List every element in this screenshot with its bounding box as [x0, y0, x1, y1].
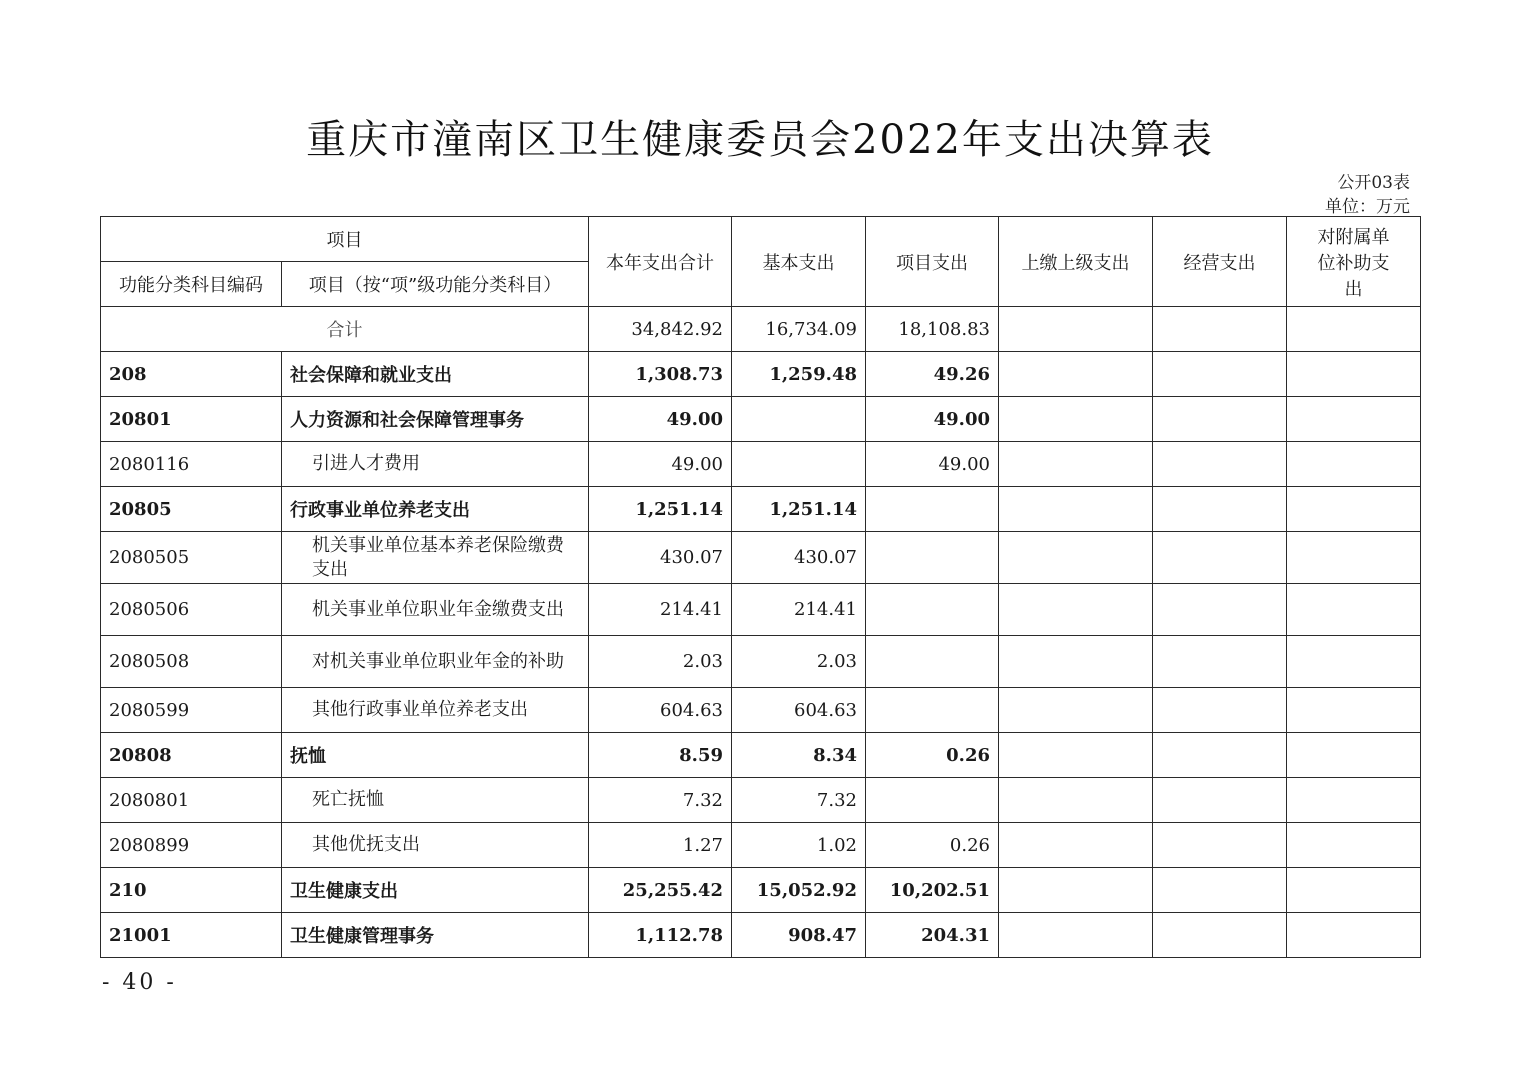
- row-total: 1,112.78: [589, 913, 732, 958]
- row-business: [1153, 352, 1287, 397]
- row-total: 7.32: [589, 778, 732, 823]
- header-upper-payment: 上缴上级支出: [999, 217, 1153, 307]
- row-name: 引进人才费用: [282, 442, 589, 487]
- row-upper: [999, 636, 1153, 688]
- row-name: 人力资源和社会保障管理事务: [282, 397, 589, 442]
- row-name: 死亡抚恤: [282, 778, 589, 823]
- total-row: [101, 307, 1421, 352]
- header-project-expenditure: 项目支出: [866, 217, 999, 307]
- row-upper: [999, 868, 1153, 913]
- row-basic: 7.32: [732, 778, 866, 823]
- table-row: [101, 487, 1421, 532]
- row-code: 208: [101, 352, 282, 397]
- row-business: [1153, 913, 1287, 958]
- row-upper: [999, 823, 1153, 868]
- row-basic: 908.47: [732, 913, 866, 958]
- row-upper: [999, 442, 1153, 487]
- header-project: 项目: [101, 217, 589, 262]
- total-cell-project: 18,108.83: [866, 307, 999, 352]
- row-subsidy: [1287, 913, 1421, 958]
- header-business: 经营支出: [1153, 217, 1287, 307]
- row-name: 卫生健康管理事务: [282, 913, 589, 958]
- row-total: 1,251.14: [589, 487, 732, 532]
- table-row: [101, 868, 1421, 913]
- row-upper: [999, 352, 1153, 397]
- row-code: 2080505: [101, 532, 282, 584]
- row-name: 卫生健康支出: [282, 868, 589, 913]
- row-business: [1153, 636, 1287, 688]
- row-project-exp: 49.26: [866, 352, 999, 397]
- row-upper: [999, 532, 1153, 584]
- row-project-exp: [866, 688, 999, 733]
- row-subsidy: [1287, 442, 1421, 487]
- table-row: [101, 636, 1421, 688]
- header-basic: 基本支出: [732, 217, 866, 307]
- row-upper: [999, 688, 1153, 733]
- row-total: 604.63: [589, 688, 732, 733]
- row-upper: [999, 584, 1153, 636]
- table-row: [101, 532, 1421, 584]
- row-name: 社会保障和就业支出: [282, 352, 589, 397]
- row-business: [1153, 688, 1287, 733]
- form-number: 公开03表: [1337, 173, 1410, 193]
- row-subsidy: [1287, 532, 1421, 584]
- row-business: [1153, 397, 1287, 442]
- row-business: [1153, 868, 1287, 913]
- page-number: - 40 -: [102, 970, 177, 995]
- row-total: 49.00: [589, 442, 732, 487]
- row-subsidy: [1287, 397, 1421, 442]
- row-total: 49.00: [589, 397, 732, 442]
- row-business: [1153, 442, 1287, 487]
- unit-label: 单位：万元: [1325, 197, 1410, 217]
- row-total: 25,255.42: [589, 868, 732, 913]
- row-subsidy: [1287, 636, 1421, 688]
- row-basic: 1,259.48: [732, 352, 866, 397]
- row-basic: 2.03: [732, 636, 866, 688]
- row-project-exp: 10,202.51: [866, 868, 999, 913]
- row-business: [1153, 532, 1287, 584]
- table-row: [101, 397, 1421, 442]
- row-total: 1.27: [589, 823, 732, 868]
- row-total: 1,308.73: [589, 352, 732, 397]
- row-code: 2080599: [101, 688, 282, 733]
- row-upper: [999, 913, 1153, 958]
- row-subsidy: [1287, 823, 1421, 868]
- total-cell-subsidy: [1287, 307, 1421, 352]
- row-name: 其他优抚支出: [282, 823, 589, 868]
- row-name: 机关事业单位职业年金缴费支出: [282, 584, 589, 636]
- row-code: 2080116: [101, 442, 282, 487]
- row-basic: 1.02: [732, 823, 866, 868]
- header-code: 功能分类科目编码: [101, 262, 282, 307]
- row-subsidy: [1287, 733, 1421, 778]
- row-project-exp: 0.26: [866, 733, 999, 778]
- row-code: 210: [101, 868, 282, 913]
- row-basic: 430.07: [732, 532, 866, 584]
- row-basic: 8.34: [732, 733, 866, 778]
- table-row: [101, 913, 1421, 958]
- row-total: 8.59: [589, 733, 732, 778]
- table-row: [101, 778, 1421, 823]
- row-basic: 1,251.14: [732, 487, 866, 532]
- row-business: [1153, 584, 1287, 636]
- row-code: 20808: [101, 733, 282, 778]
- row-project-exp: 49.00: [866, 442, 999, 487]
- total-cell-total: 34,842.92: [589, 307, 732, 352]
- row-business: [1153, 733, 1287, 778]
- row-upper: [999, 733, 1153, 778]
- row-basic: 15,052.92: [732, 868, 866, 913]
- total-label: 合计: [101, 307, 589, 352]
- table-row: [101, 442, 1421, 487]
- row-business: [1153, 487, 1287, 532]
- row-code: 2080801: [101, 778, 282, 823]
- row-code: 2080508: [101, 636, 282, 688]
- row-upper: [999, 487, 1153, 532]
- row-basic: 214.41: [732, 584, 866, 636]
- row-name: 对机关事业单位职业年金的补助: [282, 636, 589, 688]
- row-code: 20805: [101, 487, 282, 532]
- row-name: 行政事业单位养老支出: [282, 487, 589, 532]
- table-row: [101, 688, 1421, 733]
- row-upper: [999, 778, 1153, 823]
- row-business: [1153, 778, 1287, 823]
- table-row: [101, 352, 1421, 397]
- header-total: 本年支出合计: [589, 217, 732, 307]
- row-project-exp: [866, 636, 999, 688]
- row-upper: [999, 397, 1153, 442]
- table-body: [101, 307, 1421, 958]
- row-total: 214.41: [589, 584, 732, 636]
- row-subsidy: [1287, 487, 1421, 532]
- row-code: 2080899: [101, 823, 282, 868]
- row-subsidy: [1287, 868, 1421, 913]
- row-code: 2080506: [101, 584, 282, 636]
- expenditure-table: [100, 216, 1421, 958]
- table-row: [101, 733, 1421, 778]
- header-name: 项目（按“项”级功能分类科目）: [282, 262, 589, 307]
- row-name: 机关事业单位基本养老保险缴费支出: [282, 532, 589, 584]
- row-business: [1153, 823, 1287, 868]
- header-subsidy: 对附属单位补助支出: [1287, 217, 1421, 307]
- row-name: 其他行政事业单位养老支出: [282, 688, 589, 733]
- row-project-exp: [866, 487, 999, 532]
- row-code: 21001: [101, 913, 282, 958]
- row-project-exp: 204.31: [866, 913, 999, 958]
- row-project-exp: [866, 532, 999, 584]
- page-title: 重庆市潼南区卫生健康委员会2022年支出决算表: [306, 117, 1214, 163]
- row-basic: [732, 397, 866, 442]
- row-project-exp: 49.00: [866, 397, 999, 442]
- row-subsidy: [1287, 584, 1421, 636]
- row-total: 2.03: [589, 636, 732, 688]
- table-row: [101, 823, 1421, 868]
- row-total: 430.07: [589, 532, 732, 584]
- row-subsidy: [1287, 352, 1421, 397]
- row-project-exp: [866, 584, 999, 636]
- row-project-exp: [866, 778, 999, 823]
- total-cell-basic: 16,734.09: [732, 307, 866, 352]
- row-subsidy: [1287, 688, 1421, 733]
- row-code: 20801: [101, 397, 282, 442]
- total-cell-business: [1153, 307, 1287, 352]
- total-cell-upper: [999, 307, 1153, 352]
- row-basic: 604.63: [732, 688, 866, 733]
- row-project-exp: 0.26: [866, 823, 999, 868]
- table-row: [101, 584, 1421, 636]
- row-basic: [732, 442, 866, 487]
- row-name: 抚恤: [282, 733, 589, 778]
- row-subsidy: [1287, 778, 1421, 823]
